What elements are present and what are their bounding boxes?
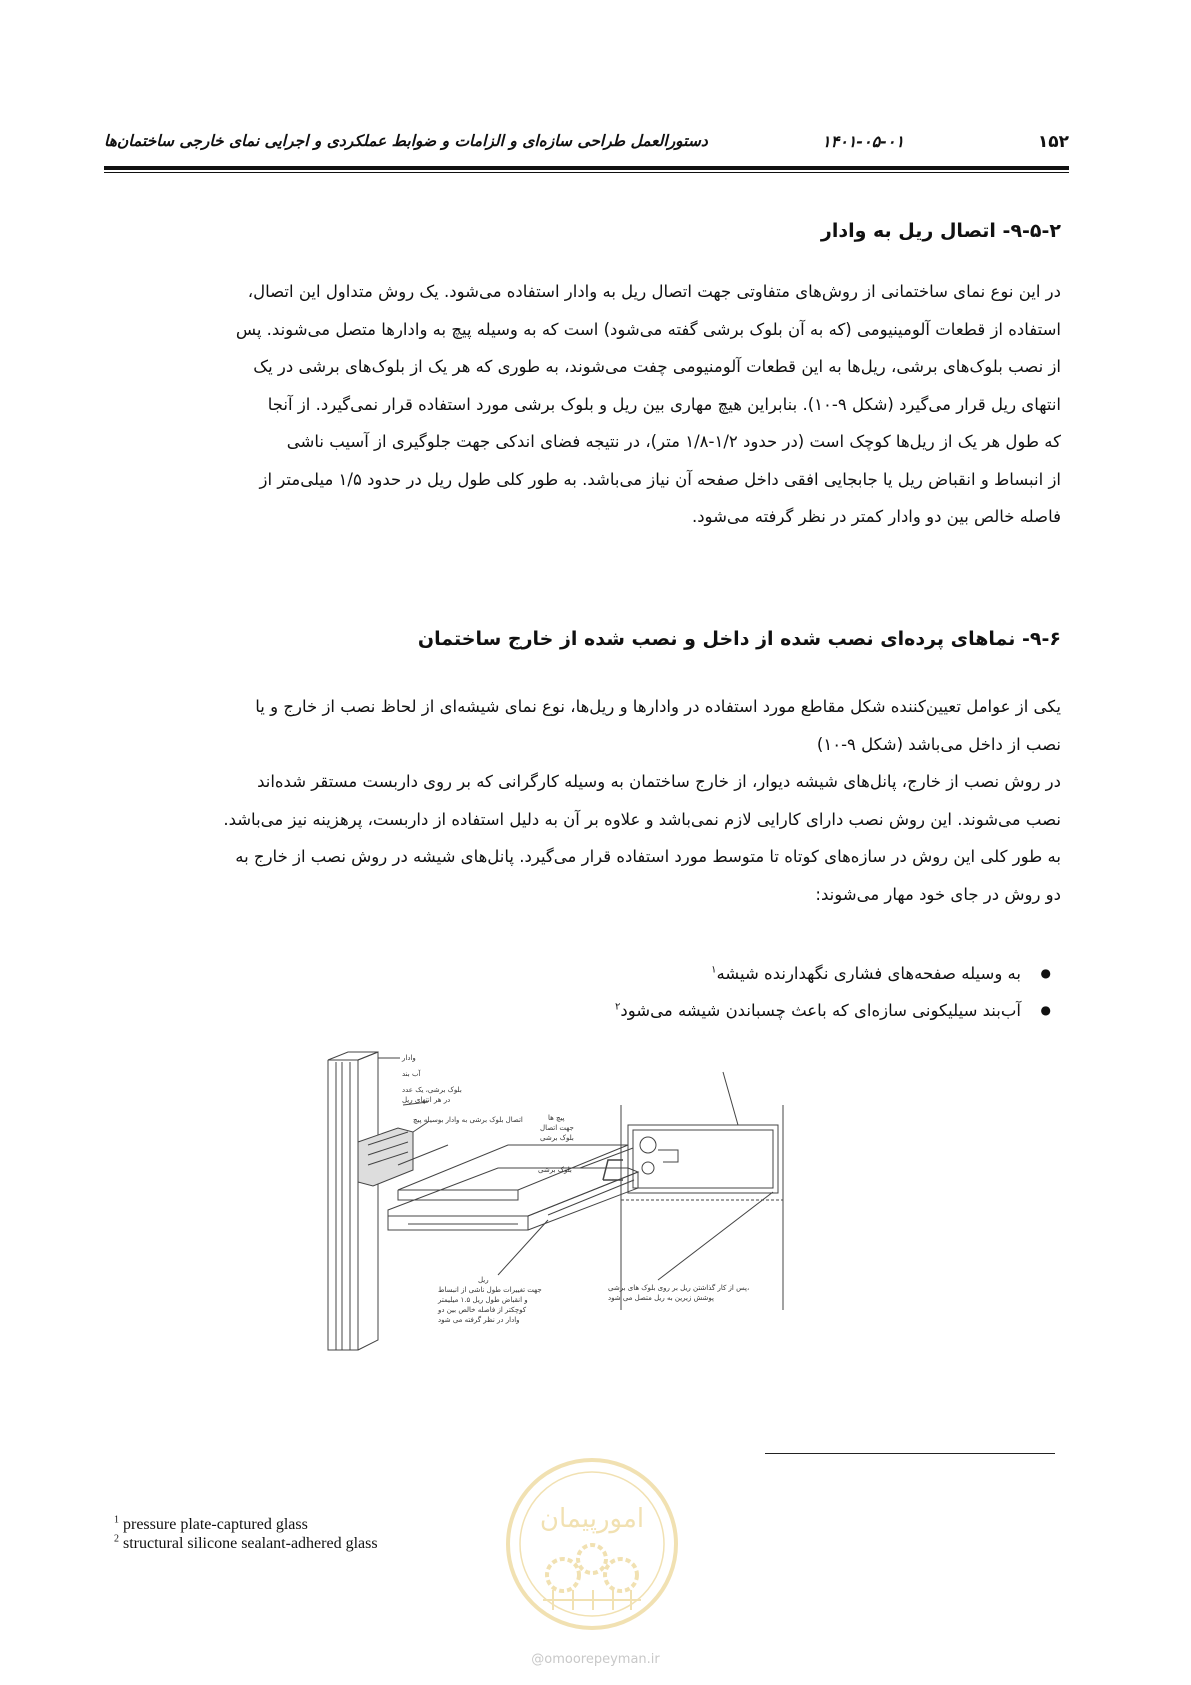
label-water-seal: آب بند [402, 1070, 421, 1078]
label-screw-2: جهت اتصال [540, 1124, 574, 1132]
footnote-ref: ۲ [615, 1001, 621, 1013]
footnote-rule [765, 1453, 1055, 1454]
bullet-text: به وسیله صفحه‌های فشاری نگهدارنده شیشه [716, 964, 1021, 983]
paragraph-line: نصب از داخل می‌باشد (شکل ۹-۱۰) [816, 734, 1061, 754]
shear-block [358, 1128, 413, 1186]
paragraph-line: از نصب بلوک‌های برشی، ریل‌ها به این قطعات آلومنیومی چفت می‌شوند، به طوری که هر یک از بلوک‌های برشی در یک [253, 357, 1061, 376]
mullion-face [328, 1060, 358, 1350]
technical-drawing [318, 1050, 886, 1370]
watermark-site: @omoorepeyman.ir [531, 1652, 660, 1667]
page-number: ۱۵۲ [1037, 132, 1069, 152]
paragraph-line: فاصله خالص بین دو وادار کمتر در نظر گرفته می‌شود. [691, 507, 1061, 526]
mullion-top [328, 1052, 378, 1060]
figure-rail-connection [318, 1050, 886, 1370]
paragraph-line: انتهای ریل قرار می‌گیرد (شکل ۹-۱۰). بنابراین هیچ مهاری بین ریل و بلوک برشی مورد استفاده قرار نمی‌گیرد. از آنجا [267, 394, 1061, 414]
bullet-text: آب‌بند سیلیکونی سازه‌ای که باعث چسباندن شیشه می‌شود [620, 1001, 1021, 1020]
paragraph-line: یکی از عوامل تعیین‌کننده شکل مقاطع مورد استفاده در وادارها و ریل‌ها، نوع نمای شیشه‌ای از لحاظ نصب از خارج و یا [255, 697, 1061, 716]
rail-section [628, 1125, 778, 1193]
label-screw: پیچ ها [548, 1114, 565, 1122]
paragraph-line: دو روش در جای خود مهار می‌شوند: [815, 884, 1061, 904]
heading-curtain-wall: ۹-۶- نماهای پرده‌ای نصب شده از داخل و نصب شده از خارج ساختمان [417, 628, 1061, 650]
label-rail: ریل [478, 1276, 489, 1284]
label-rail-note: و انقباض طول ریل ۱.۵ میلیمتر [438, 1296, 528, 1304]
paragraph-line: استفاده از قطعات آلومینیومی (که به آن بلوک برشی گفته می‌شود) است که به وسیله پیچ به وادارها متصل می‌شوند. پس [235, 319, 1061, 339]
paragraph-line: که طول هر یک از ریل‌ها کوچک است (در حدود ۱/۲-۱/۸ متر)، در نتیجه فضای اندکی جهت جلوگیری از آسیب ناشی [286, 432, 1061, 451]
section1-paragraph [116, 273, 1061, 536]
paragraph-line: از انبساط و انقباض ریل یا جابجایی افقی داخل صفحه آن نیاز می‌باشد. به طور کلی طول ریل در حدود ۱/۵ میلی‌متر از [259, 469, 1061, 489]
section-heading-1 [116, 220, 1061, 242]
label-rail-note: کوچکتر از فاصله خالص بین دو [438, 1306, 527, 1314]
bullet-list [116, 955, 1061, 1029]
footnote: $^1$ pressure plate-captured glass [114, 1514, 308, 1533]
paragraph-line: در این نوع نمای ساختمانی از روش‌های متفاوتی جهت اتصال ریل به وادار استفاده می‌شود. یک روش متداول این اتصال، [247, 282, 1061, 301]
header-rule-thin [104, 172, 1069, 173]
label-shear-block-2: در هر انتهای ریل [402, 1096, 451, 1104]
label-screw-3: بلوک برشی [540, 1134, 574, 1142]
section-heading-2 [116, 628, 1061, 650]
label-mullion: وادار [402, 1054, 416, 1062]
bullet-item [116, 955, 1061, 992]
label-shear-block-section: بلوک برشی [538, 1166, 572, 1174]
header-date: ۱۴۰۱-۰۵-۰۱ [822, 132, 905, 151]
rail-body [388, 1168, 638, 1216]
footnotes [114, 1515, 378, 1553]
paragraph-line: در روش نصب از خارج، پانل‌های شیشه دیوار، از خارج ساختمان به وسیله کارگرانی که بر روی داربست مستقر شده‌اند [257, 772, 1061, 791]
label-rail-note: وادار در نظر گرفته می شود [438, 1316, 520, 1324]
paragraph-line: به طور کلی این روش در سازه‌های کوتاه تا متوسط مورد استفاده قرار می‌گیرد. پانل‌های شیشه در روش نصب از خارج به [235, 847, 1061, 866]
mullion-side [358, 1052, 378, 1350]
footnote: $^2$ structural silicone sealant-adhered glass [114, 1533, 378, 1552]
bullet-item [116, 992, 1061, 1029]
page-header [104, 132, 1069, 162]
header-title: دستورالعمل طراحی سازه‌ای و الزامات و ضوابط عملکردی و اجرایی نمای خارجی ساختمان‌ها [104, 132, 708, 150]
footnote-ref: ۱ [711, 964, 717, 976]
section2-paragraph [116, 688, 1061, 913]
logo-text: امورپیمان [539, 1504, 645, 1534]
label-rail-note: جهت تغییرات طول ناشی از انبساط [438, 1286, 542, 1294]
heading-rail-connection: ۹-۵-۲- اتصال ریل به وادار [820, 220, 1061, 242]
watermark-logo [503, 1455, 681, 1633]
header-rule [104, 166, 1069, 170]
paragraph-line: نصب می‌شوند. این روش نصب دارای کارایی لازم نمی‌باشد و علاوه بر آن به دلیل استفاده از داربست، پرهزینه نیز می‌باشد. [223, 809, 1061, 829]
label-shear-screw: اتصال بلوک برشی به وادار بوسیله پیچ [413, 1116, 523, 1124]
label-after-note: پس از کار گذاشتن ریل بر روی بلوک های برشی، [608, 1284, 750, 1292]
label-after-note: پوشش زیرین به ریل متصل می شود [608, 1294, 714, 1302]
label-shear-block: بلوک برشی، یک عدد [402, 1086, 462, 1094]
